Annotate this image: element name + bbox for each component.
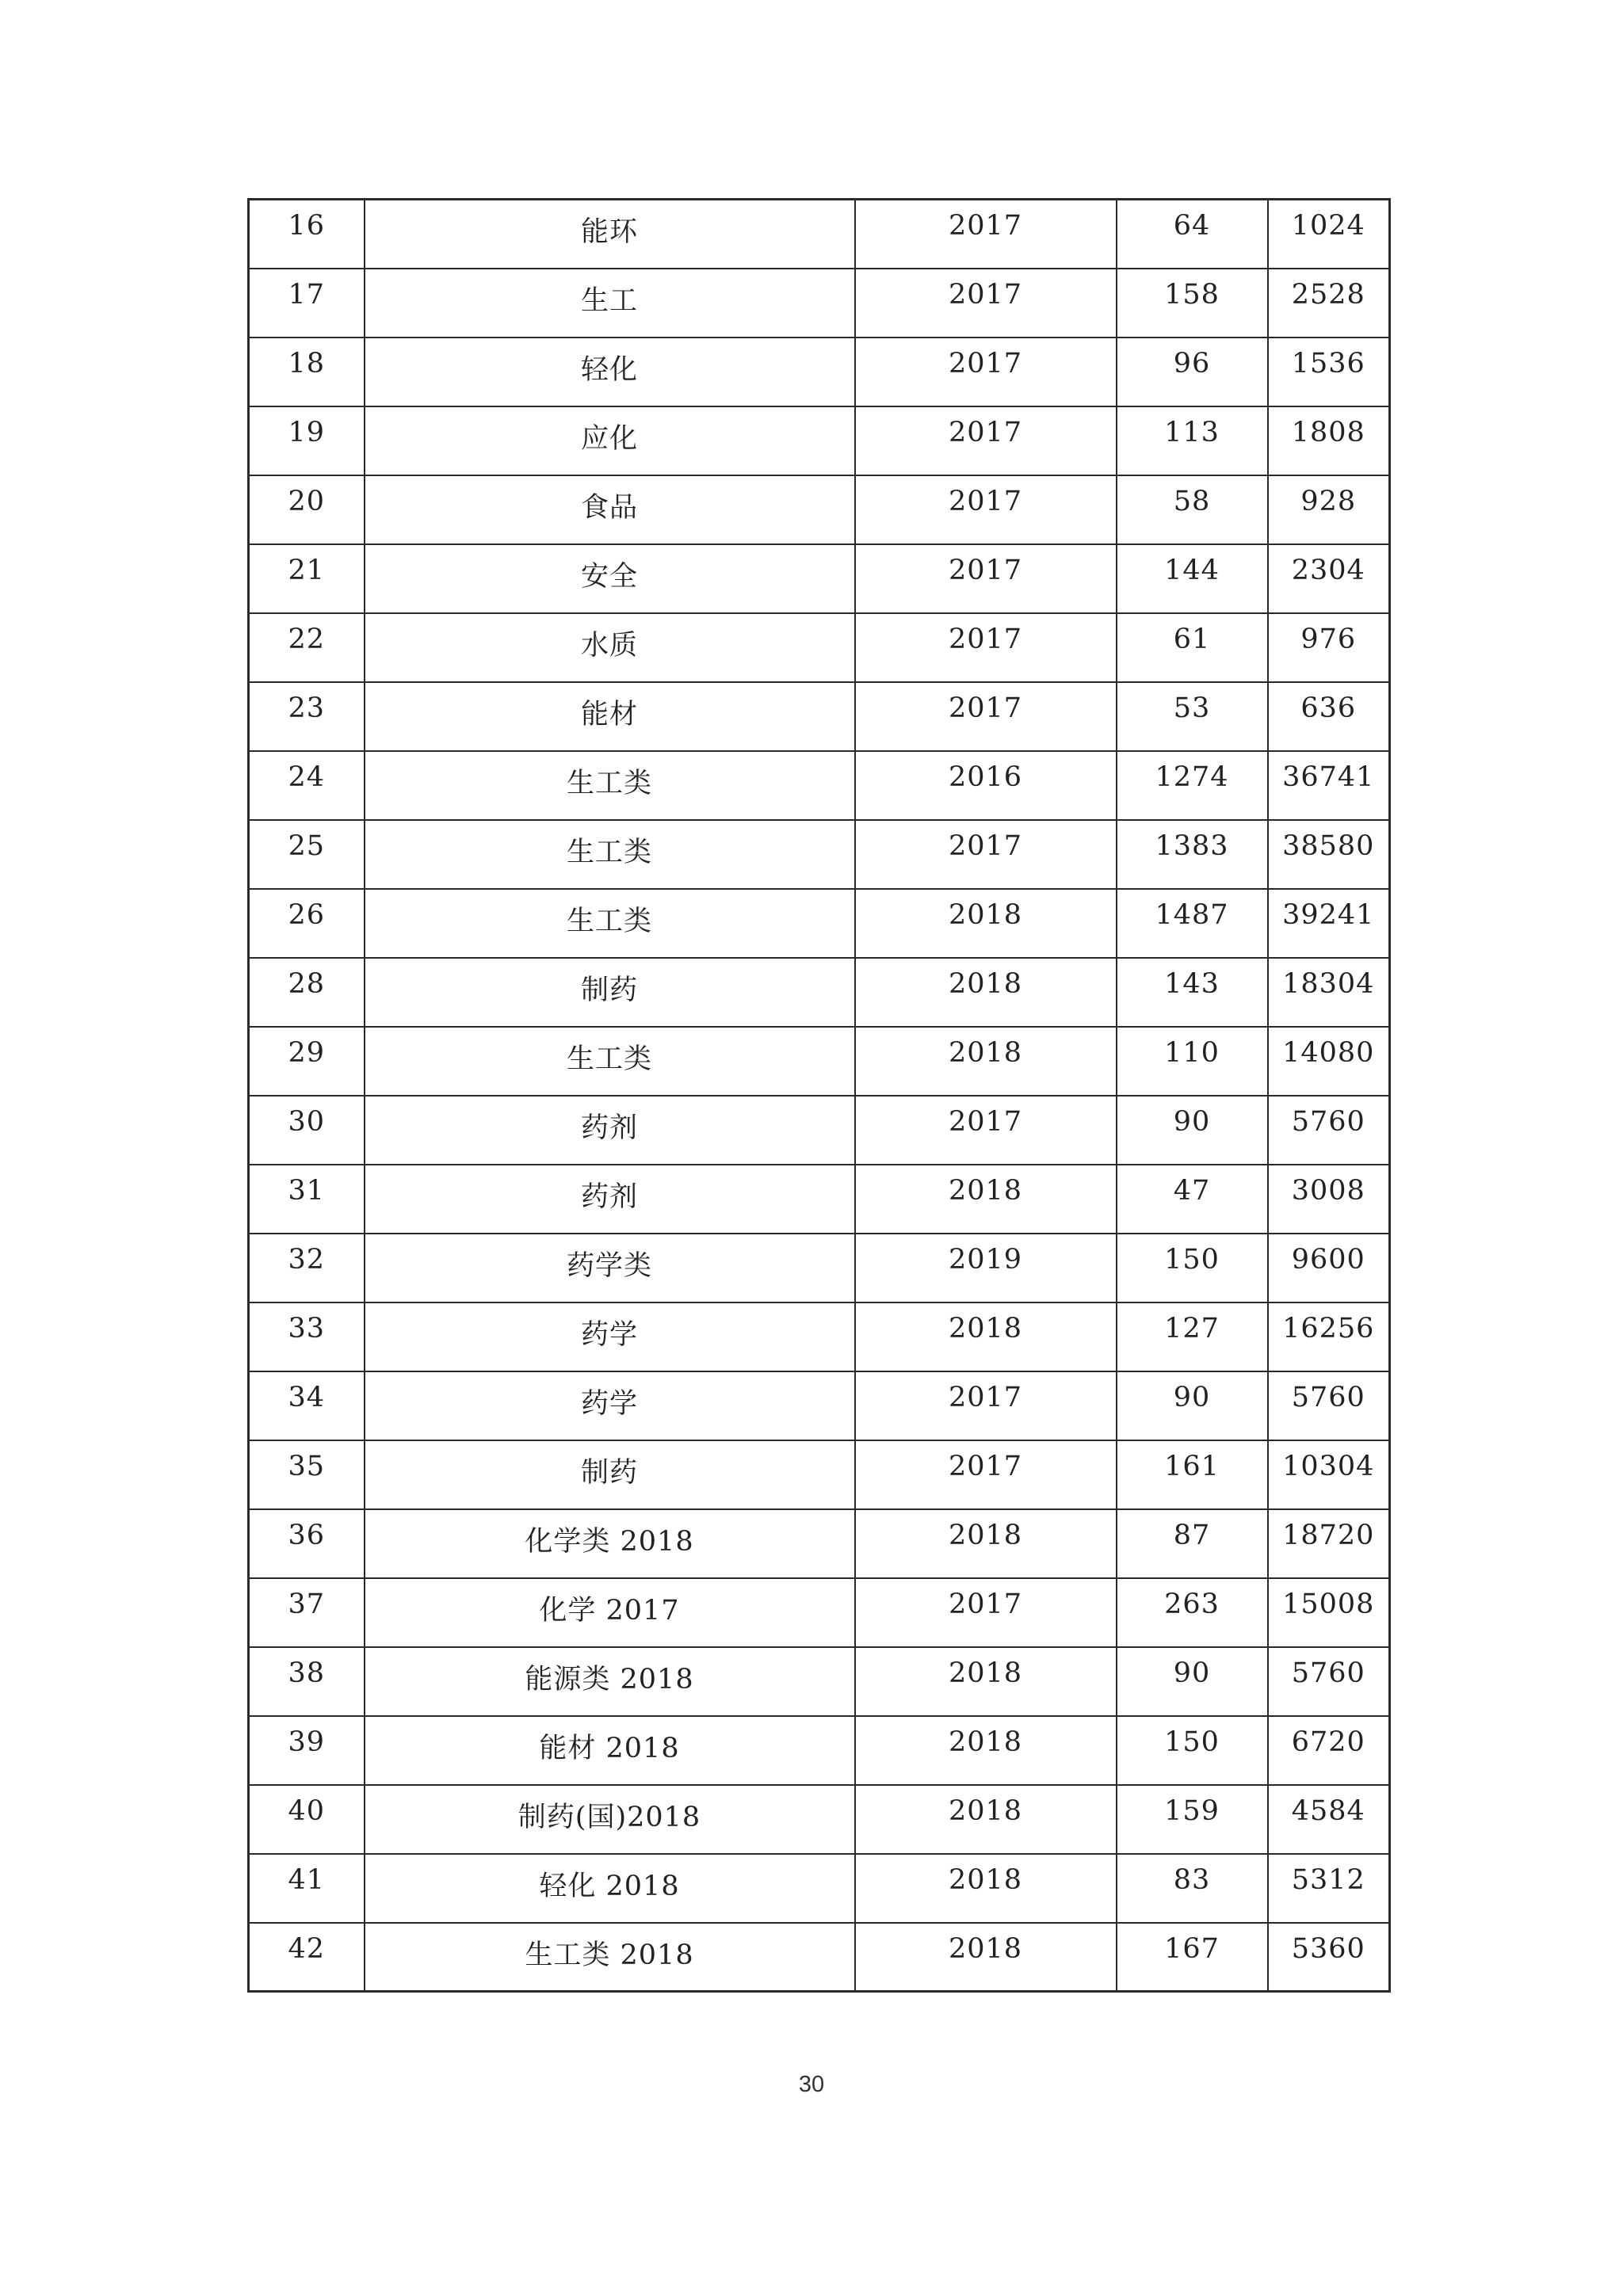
total-cell: 5760 (1268, 1371, 1390, 1440)
program-name-cell: 药剂 (365, 1165, 855, 1234)
program-name-cell: 能环 (365, 200, 855, 269)
count-cell: 1274 (1117, 751, 1268, 820)
count-cell: 144 (1117, 544, 1268, 613)
year-cell: 2018 (855, 1716, 1117, 1785)
total-cell: 6720 (1268, 1716, 1390, 1785)
count-cell: 150 (1117, 1716, 1268, 1785)
table-row (249, 1716, 1390, 1785)
count-cell: 96 (1117, 338, 1268, 406)
table-row (249, 1027, 1390, 1096)
program-name-cell: 水质 (365, 613, 855, 682)
count-cell: 1383 (1117, 820, 1268, 889)
total-cell: 1808 (1268, 406, 1390, 475)
row-number-cell: 33 (249, 1302, 365, 1371)
program-name-cell: 能源类 2018 (365, 1647, 855, 1716)
year-cell: 2018 (855, 1923, 1117, 1992)
program-name-cell: 应化 (365, 406, 855, 475)
year-cell: 2018 (855, 1027, 1117, 1096)
row-number-cell: 29 (249, 1027, 365, 1096)
total-cell: 928 (1268, 475, 1390, 544)
table-row (249, 1165, 1390, 1234)
program-name-cell: 制药 (365, 958, 855, 1027)
year-cell: 2018 (855, 1165, 1117, 1234)
total-cell: 39241 (1268, 889, 1390, 958)
year-cell: 2017 (855, 820, 1117, 889)
total-cell: 18304 (1268, 958, 1390, 1027)
count-cell: 87 (1117, 1509, 1268, 1578)
table-row (249, 1371, 1390, 1440)
count-cell: 263 (1117, 1578, 1268, 1647)
count-cell: 127 (1117, 1302, 1268, 1371)
year-cell: 2017 (855, 406, 1117, 475)
row-number-cell: 18 (249, 338, 365, 406)
program-name-cell: 生工类 (365, 1027, 855, 1096)
row-number-cell: 19 (249, 406, 365, 475)
table-row (249, 475, 1390, 544)
total-cell: 976 (1268, 613, 1390, 682)
row-number-cell: 36 (249, 1509, 365, 1578)
row-number-cell: 23 (249, 682, 365, 751)
count-cell: 64 (1117, 200, 1268, 269)
total-cell: 636 (1268, 682, 1390, 751)
row-number-cell: 25 (249, 820, 365, 889)
table-row (249, 958, 1390, 1027)
count-cell: 90 (1117, 1647, 1268, 1716)
program-name-cell: 药学 (365, 1302, 855, 1371)
total-cell: 15008 (1268, 1578, 1390, 1647)
program-name-cell: 药剂 (365, 1096, 855, 1165)
count-cell: 110 (1117, 1027, 1268, 1096)
count-cell: 167 (1117, 1923, 1268, 1992)
table-row (249, 1647, 1390, 1716)
count-cell: 90 (1117, 1096, 1268, 1165)
table-row (249, 1854, 1390, 1923)
row-number-cell: 21 (249, 544, 365, 613)
year-cell: 2016 (855, 751, 1117, 820)
total-cell: 4584 (1268, 1785, 1390, 1854)
table-row (249, 682, 1390, 751)
table-row (249, 1096, 1390, 1165)
total-cell: 3008 (1268, 1165, 1390, 1234)
table-row (249, 1923, 1390, 1992)
row-number-cell: 17 (249, 269, 365, 338)
program-name-cell: 制药 (365, 1440, 855, 1509)
count-cell: 83 (1117, 1854, 1268, 1923)
table-row (249, 1234, 1390, 1302)
year-cell: 2017 (855, 682, 1117, 751)
program-name-cell: 轻化 2018 (365, 1854, 855, 1923)
table-row (249, 200, 1390, 269)
row-number-cell: 34 (249, 1371, 365, 1440)
row-number-cell: 20 (249, 475, 365, 544)
row-number-cell: 38 (249, 1647, 365, 1716)
table-row (249, 1440, 1390, 1509)
total-cell: 36741 (1268, 751, 1390, 820)
total-cell: 9600 (1268, 1234, 1390, 1302)
table-row (249, 613, 1390, 682)
table-row (249, 269, 1390, 338)
total-cell: 2304 (1268, 544, 1390, 613)
count-cell: 150 (1117, 1234, 1268, 1302)
row-number-cell: 24 (249, 751, 365, 820)
table-row (249, 1509, 1390, 1578)
total-cell: 2528 (1268, 269, 1390, 338)
year-cell: 2018 (855, 1509, 1117, 1578)
row-number-cell: 26 (249, 889, 365, 958)
count-cell: 53 (1117, 682, 1268, 751)
program-name-cell: 能材 (365, 682, 855, 751)
year-cell: 2017 (855, 1440, 1117, 1509)
row-number-cell: 32 (249, 1234, 365, 1302)
count-cell: 61 (1117, 613, 1268, 682)
year-cell: 2018 (855, 958, 1117, 1027)
count-cell: 143 (1117, 958, 1268, 1027)
row-number-cell: 39 (249, 1716, 365, 1785)
total-cell: 14080 (1268, 1027, 1390, 1096)
program-name-cell: 生工 (365, 269, 855, 338)
total-cell: 5312 (1268, 1854, 1390, 1923)
count-cell: 159 (1117, 1785, 1268, 1854)
table-row (249, 889, 1390, 958)
table-row (249, 544, 1390, 613)
table-row (249, 751, 1390, 820)
row-number-cell: 35 (249, 1440, 365, 1509)
row-number-cell: 28 (249, 958, 365, 1027)
program-name-cell: 生工类 2018 (365, 1923, 855, 1992)
table-row (249, 1785, 1390, 1854)
year-cell: 2019 (855, 1234, 1117, 1302)
program-name-cell: 食品 (365, 475, 855, 544)
page-number: 30 (798, 2072, 825, 2097)
count-cell: 58 (1117, 475, 1268, 544)
program-name-cell: 能材 2018 (365, 1716, 855, 1785)
count-cell: 158 (1117, 269, 1268, 338)
total-cell: 18720 (1268, 1509, 1390, 1578)
total-cell: 1536 (1268, 338, 1390, 406)
year-cell: 2017 (855, 475, 1117, 544)
table-body (249, 200, 1390, 1992)
count-cell: 113 (1117, 406, 1268, 475)
total-cell: 5760 (1268, 1647, 1390, 1716)
year-cell: 2017 (855, 200, 1117, 269)
total-cell: 10304 (1268, 1440, 1390, 1509)
year-cell: 2018 (855, 889, 1117, 958)
table-row (249, 1578, 1390, 1647)
program-name-cell: 化学类 2018 (365, 1509, 855, 1578)
program-name-cell: 生工类 (365, 820, 855, 889)
row-number-cell: 31 (249, 1165, 365, 1234)
year-cell: 2017 (855, 544, 1117, 613)
table-row (249, 406, 1390, 475)
program-name-cell: 生工类 (365, 751, 855, 820)
program-name-cell: 药学 (365, 1371, 855, 1440)
total-cell: 16256 (1268, 1302, 1390, 1371)
program-name-cell: 安全 (365, 544, 855, 613)
total-cell: 38580 (1268, 820, 1390, 889)
row-number-cell: 30 (249, 1096, 365, 1165)
table-row (249, 820, 1390, 889)
row-number-cell: 37 (249, 1578, 365, 1647)
year-cell: 2017 (855, 613, 1117, 682)
year-cell: 2018 (855, 1854, 1117, 1923)
year-cell: 2017 (855, 269, 1117, 338)
program-name-cell: 制药(国)2018 (365, 1785, 855, 1854)
program-name-cell: 化学 2017 (365, 1578, 855, 1647)
program-name-cell: 生工类 (365, 889, 855, 958)
year-cell: 2017 (855, 1096, 1117, 1165)
total-cell: 1024 (1268, 200, 1390, 269)
total-cell: 5760 (1268, 1096, 1390, 1165)
row-number-cell: 16 (249, 200, 365, 269)
row-number-cell: 40 (249, 1785, 365, 1854)
table-row (249, 1302, 1390, 1371)
year-cell: 2017 (855, 1578, 1117, 1647)
program-name-cell: 轻化 (365, 338, 855, 406)
table-row (249, 338, 1390, 406)
data-table (247, 198, 1391, 1993)
row-number-cell: 42 (249, 1923, 365, 1992)
program-name-cell: 药学类 (365, 1234, 855, 1302)
count-cell: 161 (1117, 1440, 1268, 1509)
year-cell: 2018 (855, 1785, 1117, 1854)
year-cell: 2017 (855, 1371, 1117, 1440)
count-cell: 90 (1117, 1371, 1268, 1440)
year-cell: 2018 (855, 1302, 1117, 1371)
row-number-cell: 22 (249, 613, 365, 682)
count-cell: 47 (1117, 1165, 1268, 1234)
year-cell: 2017 (855, 338, 1117, 406)
year-cell: 2018 (855, 1647, 1117, 1716)
total-cell: 5360 (1268, 1923, 1390, 1992)
count-cell: 1487 (1117, 889, 1268, 958)
row-number-cell: 41 (249, 1854, 365, 1923)
